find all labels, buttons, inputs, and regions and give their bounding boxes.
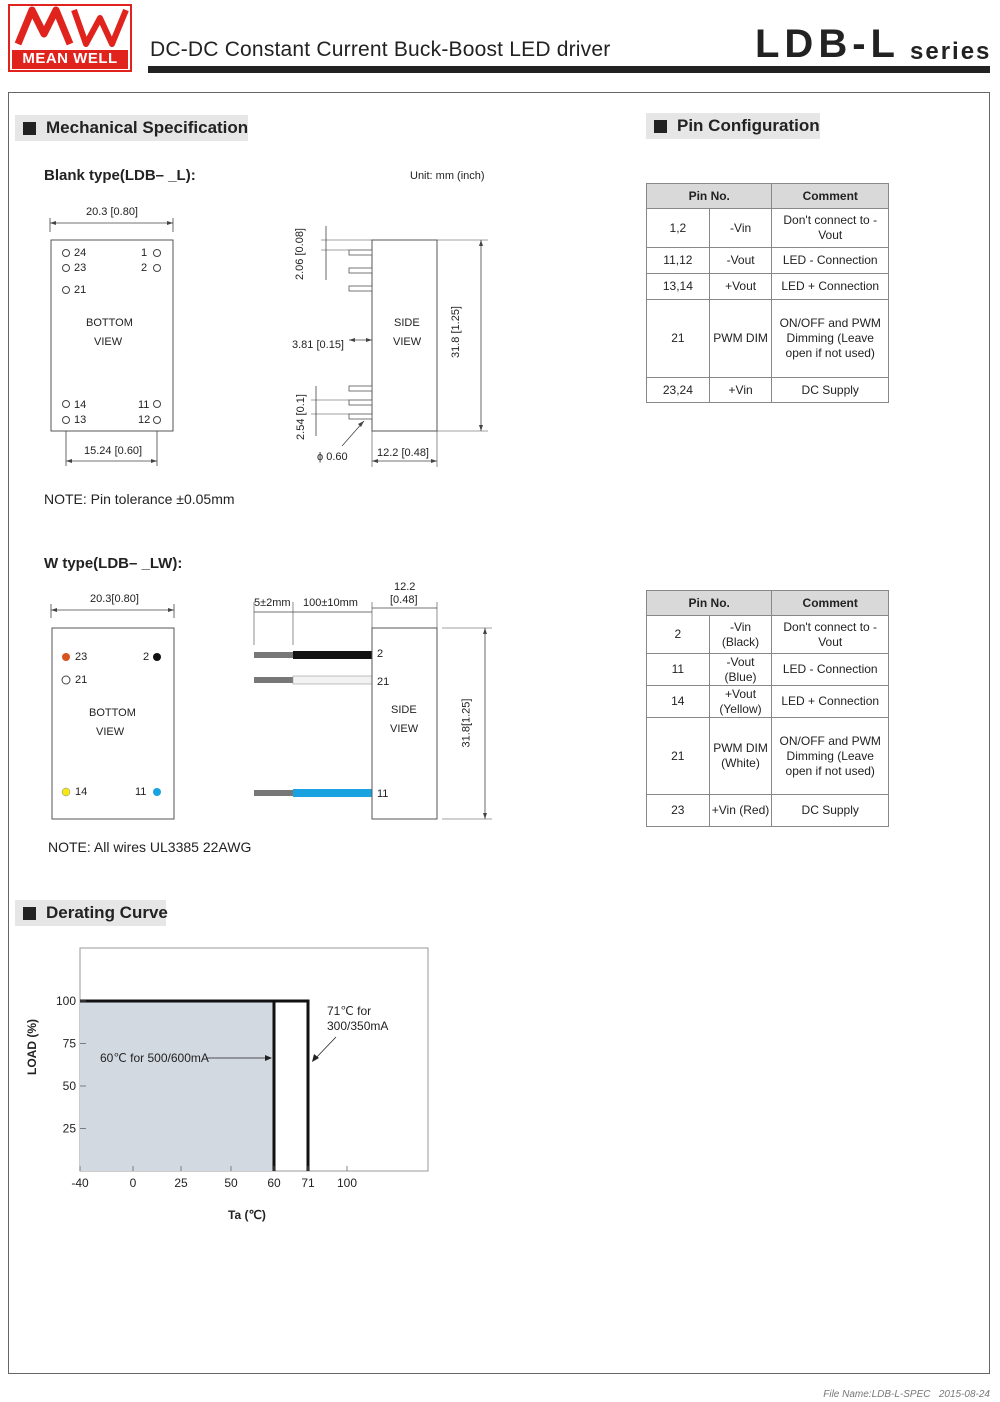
pin-config-title: Pin Configuration <box>677 116 820 135</box>
header-pin-no: Pin No. <box>647 184 772 209</box>
w-dim-12-2: 12.2 <box>394 581 416 593</box>
pin-name-cell: -Vout (Blue) <box>709 654 772 686</box>
blank-side-label: SIDE <box>394 317 420 329</box>
blank-pin-label-11: 11 <box>138 399 150 411</box>
blank-type-title: Blank type(LDB– _L): <box>44 167 196 184</box>
comment-cell: ON/OFF and PWM Dimming (Leave open if not used) <box>772 718 889 795</box>
comment-cell: LED + Connection <box>772 686 889 718</box>
pin-cell: 14 <box>647 686 710 718</box>
w-type-title: W type(LDB– _LW): <box>44 555 183 572</box>
pin-name-cell: +Vout <box>709 274 772 300</box>
header-comment: Comment <box>772 184 889 209</box>
blank-pin-label-14: 14 <box>74 399 87 411</box>
w-pin-2-dot <box>153 653 161 661</box>
w-note: NOTE: All wires UL3385 22AWG <box>48 839 252 855</box>
blank-pin-label-24: 24 <box>74 247 87 259</box>
table-row <box>647 616 889 654</box>
square-bullet-icon <box>23 122 36 135</box>
unit-label: Unit: mm (inch) <box>410 170 485 182</box>
y-tick-label: 50 <box>62 1079 76 1093</box>
x-tick-label: 60 <box>267 1176 281 1190</box>
table-row <box>647 378 889 403</box>
dim-12-2: 12.2 [0.48] <box>377 447 429 459</box>
w-pin-label-23: 23 <box>75 651 88 663</box>
annotation-60c: 60℃ for 500/600mA <box>100 1051 209 1065</box>
pin-name-cell: PWM DIM (White) <box>709 718 772 795</box>
w-dim-5mm: 5±2mm <box>254 597 291 609</box>
pin-cell: 21 <box>647 718 710 795</box>
pin-name-cell: +Vout (Yellow) <box>709 686 772 718</box>
pin-name-cell: -Vout <box>709 248 772 274</box>
table-row <box>647 274 889 300</box>
table-row <box>647 654 889 686</box>
pin-cell: 2 <box>647 616 710 654</box>
blank-pin-label-13: 13 <box>74 414 87 426</box>
table-row <box>647 248 889 274</box>
pin-cell: 21 <box>647 300 710 378</box>
header-pin-no: Pin No. <box>647 591 772 616</box>
w-pin-label-14: 14 <box>75 786 88 798</box>
blank-pin-table <box>646 183 889 403</box>
mechanical-heading <box>15 115 248 141</box>
y-tick-label: 100 <box>55 994 76 1008</box>
wire-blue-tip <box>254 790 293 796</box>
w-dim-100mm: 100±10mm <box>303 597 358 609</box>
pin-name-cell: PWM DIM <box>709 300 772 378</box>
y-tick-label: 25 <box>62 1121 76 1136</box>
table-row <box>647 300 889 378</box>
w-pin-label-2: 2 <box>143 651 150 663</box>
dim-3-81: 3.81 [0.15] <box>292 339 344 351</box>
w-type-drawing <box>0 595 500 835</box>
pin-name-cell: +Vin (Red) <box>709 795 772 827</box>
comment-cell: LED - Connection <box>772 654 889 686</box>
pin-cell: 1,2 <box>647 209 710 248</box>
x-tick-label: 100 <box>336 1176 358 1190</box>
pin-cell: 23 <box>647 795 710 827</box>
w-pin-23-dot <box>62 653 70 661</box>
comment-cell: DC Supply <box>772 795 889 827</box>
header-rule <box>148 66 990 73</box>
pin-config-heading <box>646 113 820 139</box>
annotation-71c-line2: 300/350mA <box>327 1019 389 1033</box>
pin-cell: 23,24 <box>647 378 710 403</box>
w-bottom-label: BOTTOM <box>89 707 136 719</box>
wire-black-tip <box>254 652 293 658</box>
table-row <box>647 686 889 718</box>
y-axis-label: LOAD (%) <box>25 1019 39 1075</box>
y-tick-label: 75 <box>62 1036 76 1051</box>
blank-pin-label-21: 21 <box>74 284 87 296</box>
model-name: LDB-L <box>755 22 900 66</box>
comment-cell: DC Supply <box>772 378 889 403</box>
x-tick-label: 71 <box>301 1176 315 1190</box>
comment-cell: LED - Connection <box>772 248 889 274</box>
w-wire-label-21: 21 <box>377 676 390 688</box>
table-header-row <box>647 184 889 209</box>
table-row <box>647 209 889 248</box>
annotation-71c-line1: 71℃ for <box>327 1004 372 1018</box>
brand-text: MEAN WELL <box>22 50 118 67</box>
pin-name-cell: -Vin (Black) <box>709 616 772 654</box>
blank-pitch-dim: 15.24 [0.60] <box>84 445 143 457</box>
blank-pin-label-23: 23 <box>74 262 87 274</box>
blank-note: NOTE: Pin tolerance ±0.05mm <box>44 491 235 507</box>
w-pin-11-dot <box>153 788 161 796</box>
derating-chart <box>0 940 460 1230</box>
w-pin-21-dot <box>62 676 70 684</box>
pin-name-cell: +Vin <box>709 378 772 403</box>
x-tick-label: 25 <box>174 1176 188 1190</box>
table-row <box>647 718 889 795</box>
wire-white-tip <box>254 677 293 683</box>
x-tick-label: 0 <box>129 1176 137 1190</box>
w-side-view-label: VIEW <box>390 723 419 735</box>
wire-black <box>293 651 372 659</box>
w-pin-label-11: 11 <box>135 786 147 798</box>
area-60c <box>80 1001 274 1171</box>
footer-file-name: File Name:LDB-L-SPEC <box>823 1389 931 1400</box>
comment-cell: ON/OFF and PWM Dimming (Leave open if not used) <box>772 300 889 378</box>
dim-2-54: 2.54 [0.1] <box>294 394 307 440</box>
w-wire-label-2: 2 <box>377 648 384 660</box>
pin-cell: 11 <box>647 654 710 686</box>
footer-date: 2015-08-24 <box>938 1389 990 1400</box>
blank-width-dim: 20.3 [0.80] <box>86 206 138 218</box>
derating-title: Derating Curve <box>46 903 168 922</box>
comment-cell: Don't connect to -Vout <box>772 616 889 654</box>
dim-phi: ϕ 0.60 <box>317 451 348 463</box>
dim-2-06: 2.06 [0.08] <box>294 228 306 280</box>
pin-cell: 11,12 <box>647 248 710 274</box>
blank-view-label: VIEW <box>94 336 123 348</box>
header-comment: Comment <box>772 591 889 616</box>
x-tick-label: 50 <box>224 1176 238 1190</box>
w-side-label: SIDE <box>391 704 417 716</box>
pin-cell: 13,14 <box>647 274 710 300</box>
w-dim-31-8: 31.8[1.25] <box>460 698 473 748</box>
w-pin-14-dot <box>62 788 70 796</box>
comment-cell: Don't connect to -Vout <box>772 209 889 248</box>
w-dim-0-48: [0.48] <box>390 594 418 606</box>
w-view-label: VIEW <box>96 726 125 738</box>
series-label: series <box>910 38 992 65</box>
w-pin-table <box>646 590 889 827</box>
blank-pin-label-2: 2 <box>141 262 148 274</box>
square-bullet-icon <box>654 120 667 133</box>
dim-31-8: 31.8 [1.25] <box>450 306 462 358</box>
blank-side-view-label: VIEW <box>393 336 422 348</box>
table-row <box>647 795 889 827</box>
blank-type-drawing <box>0 195 500 475</box>
derating-heading <box>15 900 166 926</box>
table-header-row <box>647 591 889 616</box>
wire-blue <box>293 789 372 797</box>
blank-pin-label-1: 1 <box>141 247 148 259</box>
comment-cell: LED + Connection <box>772 274 889 300</box>
w-width-dim: 20.3[0.80] <box>90 593 139 605</box>
x-tick-label: -40 <box>71 1176 89 1190</box>
footer-file-info <box>823 1389 990 1400</box>
pin-name-cell: -Vin <box>709 209 772 248</box>
blank-pin-label-12: 12 <box>138 414 151 426</box>
mechanical-title: Mechanical Specification <box>46 118 249 137</box>
blank-bottom-label: BOTTOM <box>86 317 133 329</box>
w-pin-label-21: 21 <box>75 674 88 686</box>
doc-subtitle: DC-DC Constant Current Buck-Boost LED driver <box>150 38 611 61</box>
square-bullet-icon <box>23 907 36 920</box>
w-wire-label-11: 11 <box>377 788 389 800</box>
wire-white <box>293 676 372 684</box>
x-axis-label: Ta (℃) <box>228 1208 266 1222</box>
